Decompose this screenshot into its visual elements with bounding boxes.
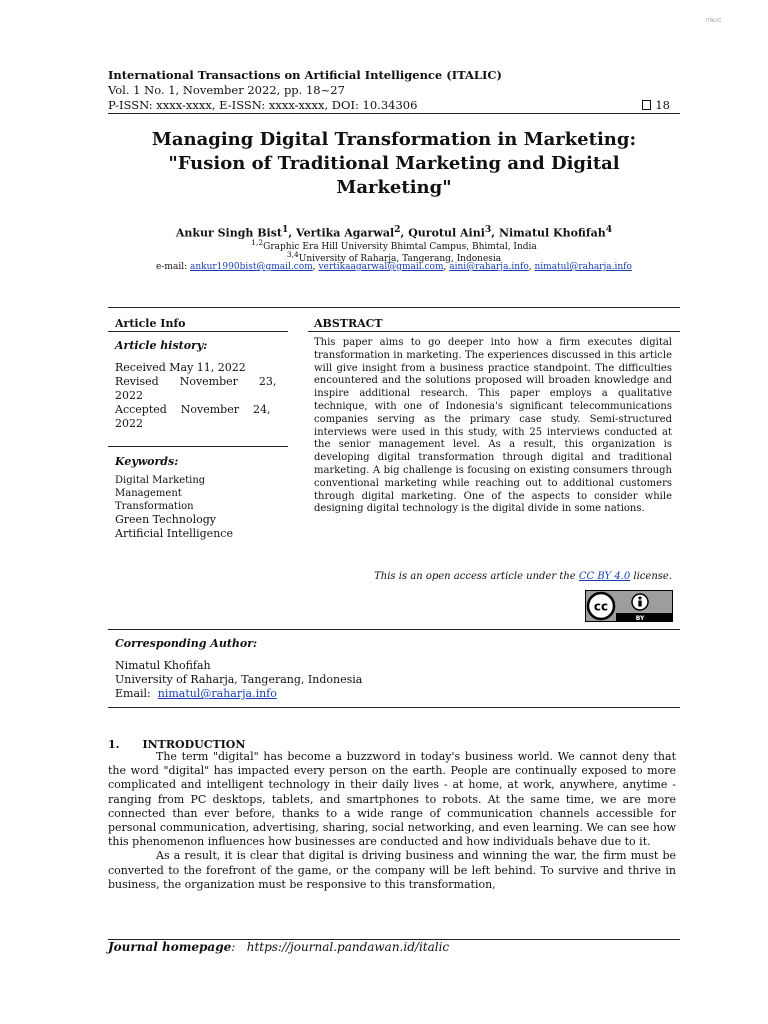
journal-name: International Transactions on Artificial Intelligence (ITALIC): [108, 68, 502, 82]
keyword: Green Technology: [115, 513, 216, 526]
issn-text: P-ISSN: xxxx-xxxx, E-ISSN: xxxx-xxxx, DOI: 10.34306: [108, 98, 418, 112]
author-name: Ankur Singh Bist: [175, 226, 282, 240]
corresponding-affiliation: University of Raharja, Tangerang, Indonesia: [115, 673, 363, 686]
email-label: Email:: [115, 687, 158, 700]
keyword-list: [115, 474, 285, 541]
corresponding-rule-top: [108, 629, 680, 630]
history-rule: [108, 446, 288, 447]
email-link[interactable]: ankur1990bist@gmail.com: [189, 262, 313, 272]
affiliation-text: Graphic Era Hill University Bhimtal Campus, Bhimtal, India: [263, 242, 537, 252]
corner-mark: ITALIC: [706, 18, 722, 24]
cc-badge-text: cc: [593, 599, 609, 614]
page-number: 18: [655, 98, 670, 112]
author-name: Qurotul Aini: [408, 226, 485, 240]
abstract-text: This paper aims to go deeper into how a firm executes digital transformation in marketing. The experiences discussed in this article will give insight from a business practice standpoint. The difficulties encountered and the solutions proposed will broaden knowledge and inspire additional research. This paper employs a qualitative technique, with one of Indonesia's significant telecommunications companies serving as the primary case study. Semi-structured interviews were used in this study, with 25 interviews conducted at the senior management level. As a result, this organization is developing digital transformation through digital and traditional marketing. A big challenge is focusing on existing consumers through conventional marketing while reaching out to additional customers through digital marketing. One of the aspects to consider while designing digital technology is the digital divide in some nations.: [314, 337, 672, 515]
author-name: Vertika Agarwal: [296, 226, 395, 240]
author-list: Ankur Singh Bist$^1$, Vertika Agarwal$^2$, Qurotul Aini$^3$, Nimatul Khofifah$^4$: [175, 224, 613, 240]
keyword: Transformation: [115, 501, 194, 512]
keyword: Artificial Intelligence: [115, 527, 233, 540]
intro-paragraph: As a result, it is clear that digital is driving business and winning the war, the firm must be converted to the forefront of the game, or the company will be left behind. To survive and thrive in business, the organization must be responsive to this transformation,: [108, 849, 676, 891]
intro-heading: 1. INTRODUCTION: [108, 738, 246, 751]
article-info-heading: Article Info: [115, 317, 186, 330]
cc-by-icon: [586, 591, 672, 621]
cc-by-badge[interactable]: [585, 590, 673, 622]
accepted-year: 2022: [115, 417, 143, 430]
homepage-url[interactable]: https://journal.pandawan.id/italic: [246, 940, 450, 954]
title-line: "Fusion of Traditional Marketing and Digital: [168, 153, 620, 174]
page-number-group: [642, 98, 670, 112]
abstract-rule: [308, 331, 680, 332]
email-link[interactable]: nimatul@raharja.info: [534, 262, 632, 272]
corresponding-email-line: [115, 687, 362, 701]
keyword: Management: [115, 488, 182, 499]
section-rule: [108, 307, 680, 308]
author-name: Nimatul Khofifah: [498, 226, 606, 240]
intro-body: [108, 750, 676, 892]
title-line: Managing Digital Transformation in Marketing:: [151, 129, 637, 150]
email-line: e-mail: ankur1990bist@gmail.com, vertikaagarwal@gmail.com, aini@raharja.info, nimatul@raharja.info: [156, 262, 632, 272]
keywords-heading: Keywords:: [115, 455, 179, 468]
license-suffix: license.: [630, 571, 672, 582]
corresponding-email-link[interactable]: nimatul@raharja.info: [157, 687, 277, 700]
abstract-heading: ABSTRACT: [314, 317, 383, 330]
homepage-label: Journal homepage: [108, 940, 232, 954]
email-link[interactable]: vertikaagarwal@gmail.com: [318, 262, 444, 272]
corresponding-heading: Corresponding Author:: [115, 637, 258, 650]
keyword: Digital Marketing: [115, 475, 206, 486]
license-link[interactable]: CC BY 4.0: [578, 571, 631, 582]
intro-paragraph: The term "digital" has become a buzzword in today's business world. We cannot deny that the word "digital" has impacted every person on the earth. People are continually exposed to more complicated and intelligent technology in their daily lives - at home, at work, anywhere, anytime - ranging from PC desktops, tablets, and smartphones to robots. At the same time, we are more connected than ever before, thanks to a wide range of communication channels accessible for personal communication, advertising, sharing, social networking, and even learning. We can see how this phenomenon influences how businesses are conducted and how individuals behave due to it.: [108, 750, 676, 849]
received-date: Received May 11, 2022: [115, 361, 246, 374]
journal-homepage: Journal homepage: https://journal.pandawan.id/italic: [108, 940, 450, 954]
page-icon: [642, 100, 651, 110]
corresponding-details: [115, 659, 362, 701]
title-line: Marketing": [336, 177, 452, 198]
author-sup: 2: [394, 224, 401, 235]
article-history: [115, 361, 280, 431]
affiliation-sup: 1,2: [251, 238, 264, 247]
corresponding-name: Nimatul Khofifah: [115, 659, 211, 672]
corresponding-rule-bottom: [108, 707, 680, 708]
accepted-date: Accepted November 24,: [115, 403, 271, 416]
author-sup: 4: [605, 224, 613, 235]
by-badge-text: BY: [635, 615, 645, 621]
license-statement: [314, 571, 672, 582]
header-rule: [108, 113, 680, 114]
revised-year: 2022: [115, 389, 143, 402]
email-link[interactable]: aini@raharja.info: [449, 262, 529, 272]
affiliation-sup: 3,4: [286, 250, 299, 259]
revised-date: Revised November 23,: [115, 375, 277, 388]
license-prefix: This is an open access article under the: [374, 571, 579, 582]
paper-title: [108, 128, 680, 200]
volume-line: Vol. 1 No. 1, November 2022, pp. 18~27: [108, 83, 345, 97]
affiliation-text: University of Raharja, Tangerang, Indonesia: [298, 254, 502, 264]
author-sup: 3: [484, 224, 492, 235]
history-heading: Article history:: [115, 339, 208, 352]
email-label: e-mail:: [156, 262, 190, 272]
issn-line: [108, 98, 670, 112]
info-rule: [108, 331, 288, 332]
author-sup: 1: [282, 224, 289, 235]
